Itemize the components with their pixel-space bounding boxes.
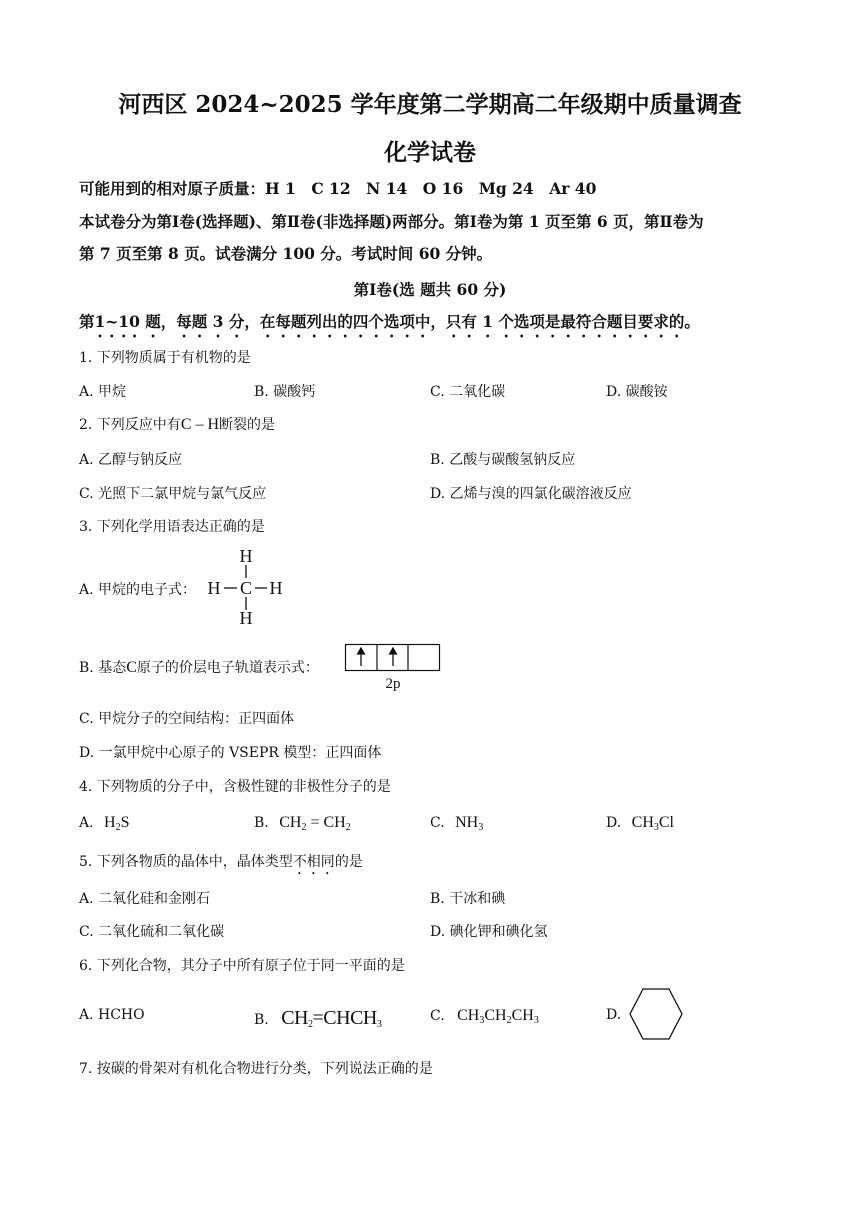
q3-b-pre: B. 基态 (79, 660, 127, 676)
q5-stem-dotted: 不相同 (292, 854, 335, 870)
q4-option-b: B. $CH_2 = CH_2$ (254, 814, 351, 833)
q2-stem-pre: 2. 下列反应中有 (79, 417, 181, 433)
q2-option-c: C. 光照下二氯甲烷与氯气反应 (79, 486, 267, 502)
q2-stem-post: 断裂的是 (219, 417, 276, 433)
q6-option-d-label: D. (606, 1007, 622, 1023)
svg-text:H: H (207, 578, 221, 598)
q5-option-d: D. 碘化钾和碘化氢 (430, 924, 548, 940)
exam-subtitle: 化学试卷 (384, 139, 476, 166)
svg-text:H: H (239, 546, 253, 566)
section-heading: 第Ⅰ卷(选 题共 60 分) (353, 280, 507, 299)
q2-bond: C – H (180, 416, 220, 433)
q4-option-c: C. $NH_3$ (430, 814, 484, 833)
q3-b-element: C (126, 659, 137, 676)
q6-b-label: B. (254, 1012, 269, 1028)
q3-option-a-label: A. 甲烷的电子式： (79, 582, 197, 598)
exam-title: 河西区 2024~2025 学年度第二学期高二年级期中质量调查 (118, 91, 742, 118)
q3-option-d: D. 一氯甲烷中心原子的 VSEPR 模型：正四面体 (79, 745, 382, 761)
description-line-2: 第 7 页至第 8 页。试卷满分 100 分。考试时间 60 分钟。 (79, 244, 493, 263)
q6-c-label: C. (430, 1008, 445, 1024)
q3-option-c: C. 甲烷分子的空间结构：正四面体 (79, 711, 295, 727)
q3-b-post: 原子的价层电子轨道表示式： (136, 660, 319, 676)
q3-option-b-label (79, 657, 319, 677)
q4-option-a: A. $H_2S$ (79, 814, 130, 833)
q4-stem: 4. 下列物质的分子中，含极性键的非极性分子的是 (79, 779, 391, 795)
orbital-diagram-image (344, 643, 444, 691)
q5-stem-pre: 5. 下列各物质的晶体中，晶体类型 (79, 854, 293, 870)
instruction-dotted: 1~10 题，每题 3 分，在每题列出的四个选项中，只有 1 个选项是最符合题目要求的 (94, 312, 685, 331)
q5-option-c: C. 二氧化硫和二氧化碳 (79, 924, 225, 940)
q2-option-a: A. 乙醇与钠反应 (79, 452, 183, 468)
q4-option-d: D. $CH_3Cl$ (606, 814, 674, 833)
q1-option-c: C. 二氧化碳 (430, 384, 506, 400)
methane-structure-image (200, 544, 290, 626)
q6-stem: 6. 下列化合物，其分子中所有原子位于同一平面的是 (79, 958, 405, 974)
q2-option-b: B. 乙酸与碳酸氢钠反应 (430, 452, 576, 468)
svg-text:H: H (239, 608, 253, 626)
instruction-prefix: 第 (79, 312, 95, 331)
svg-text:C: C (239, 578, 253, 598)
q7-stem: 7. 按碳的骨架对有机化合物进行分类，下列说法正确的是 (79, 1061, 433, 1077)
cyclohexane-ring-image (628, 986, 684, 1042)
q5-stem-post: 的是 (334, 854, 363, 870)
instruction-suffix: 。 (684, 312, 700, 331)
q1-option-d: D. 碳酸铵 (606, 384, 668, 400)
q6-option-b: B. $CH_2=CHCH_3$ (254, 1007, 382, 1030)
q6-option-c: C. $CH_3CH_2CH_3$ (430, 1007, 539, 1026)
q5-stem (79, 851, 363, 878)
q1-option-b: B. 碳酸钙 (254, 384, 316, 400)
q5-option-b: B. 干冰和碘 (430, 891, 506, 907)
atomic-mass-line: 可能用到的相对原子质量：H 1 C 12 N 14 O 16 Mg 24 Ar 40 (79, 179, 597, 198)
q2-stem (79, 414, 275, 434)
q1-option-a: A. 甲烷 (79, 384, 127, 400)
svg-text:H: H (269, 578, 283, 598)
description-line-1: 本试卷分为第Ⅰ卷(选择题)、第Ⅱ卷(非选择题)两部分。第Ⅰ卷为第 1 页至第 6 页，第Ⅱ卷为 (79, 212, 704, 231)
q5-option-a: A. 二氧化硅和金刚石 (79, 891, 211, 907)
q1-stem: 1. 下列物质属于有机物的是 (79, 350, 251, 366)
q2-option-d: D. 乙烯与溴的四氯化碳溶液反应 (430, 486, 632, 502)
orbital-label: 2p (385, 676, 401, 691)
q3-stem: 3. 下列化学用语表达正确的是 (79, 519, 265, 535)
q6-option-a: A. HCHO (79, 1007, 145, 1023)
section-instruction (79, 310, 700, 341)
